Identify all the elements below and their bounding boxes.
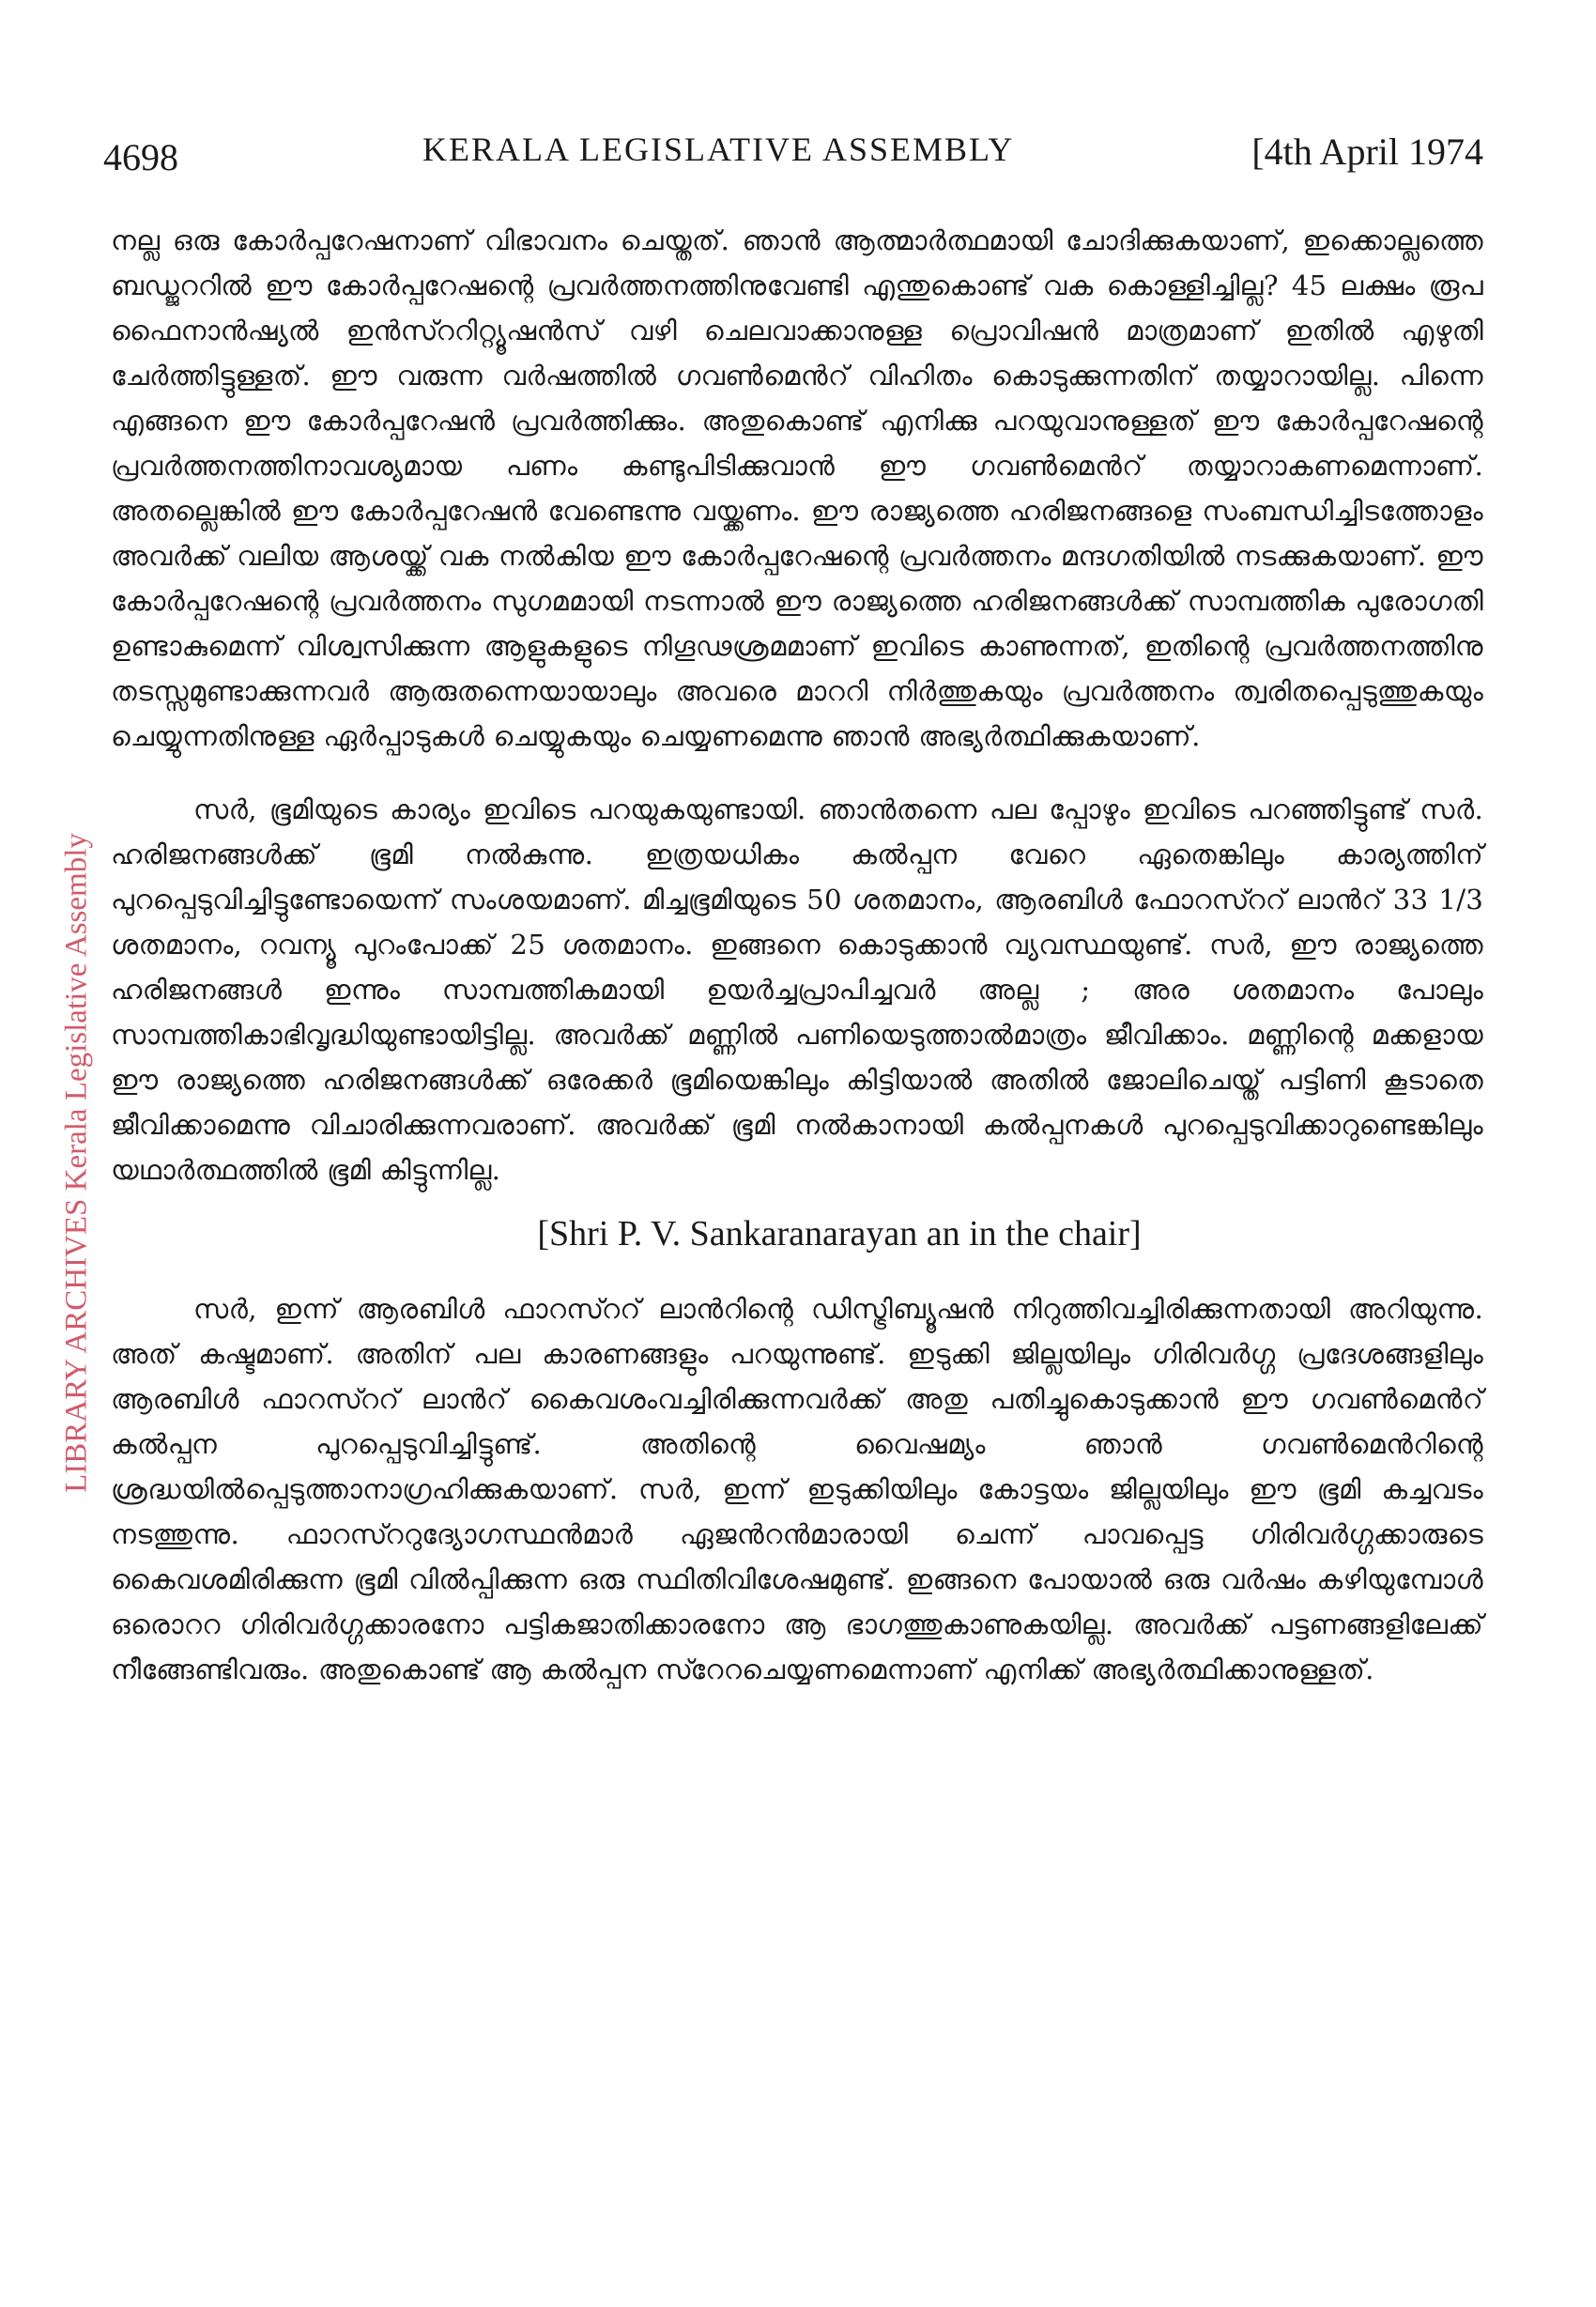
paragraph-3: സർ, ഇന്ന് ആരബിൾ ഫാറസ്ററ് ലാൻറിന്റെ ഡിസ്ട്രിബ്യൂഷൻ നിറുത്തിവച്ചിരിക്കുന്നതായി അറിയുന്നു. അത് കഷ്ടമാണ്. അതിന് പല കാരണങ്ങളും പറയുന്നുണ്ട്. ഇടുക്കി ജില്ലയിലും ഗിരിവർഗ്ഗ പ്രദേശങ്ങളിലും ആരബിൾ ഫാറസ്ററ് ലാൻറ് കൈവശംവച്ചിരിക്കുന്നവർക്ക് അതു പതിച്ചുകൊടുക്കാൻ ഈ ഗവൺമെൻറ് കൽപ്പന പുറപ്പെടുവിച്ചിട്ടുണ്ട്. അതിന്റെ വൈഷമ്യം ഞാൻ ഗവൺമെൻറിന്റെ ശ്രദ്ധയിൽപ്പെടുത്താനാഗ്രഹിക്കുകയാണ്. സർ, ഇന്ന് ഇടുക്കിയിലും കോട്ടയം ജില്ലയിലും ഈ ഭൂമി കച്ചവടം നടത്തുന്നു. ഫാറസ്ററുദ്യോഗസ്ഥൻമാർ ഏജൻറൻമാരായി ചെന്ന് പാവപ്പെട്ട ഗിരിവർഗ്ഗക്കാരുടെ കൈവശമിരിക്കുന്ന ഭൂമി വിൽപ്പിക്കുന്ന ഒരു സ്ഥിതിവിശേഷമുണ്ട്. ഇങ്ങനെ പോയാൽ ഒരു വർഷം കഴിയുമ്പോൾ ഒരൊററ ഗിരിവർഗ്ഗക്കാരനോ പട്ടികജാതിക്കാരനോ ആ ഭാഗത്തുകാണുകയില്ല. അവർക്ക് പട്ടണങ്ങളിലേക്ക് നീങ്ങേണ്ടിവരും. അതുകൊണ്ട് ആ കൽപ്പന സ്റേറചെയ്യണമെന്നാണ് എനിക്ക് അഭ്യർത്ഥിക്കാനുള്ളത്. bbox=[111, 1293, 1483, 1685]
header-date: [4th April 1974 bbox=[1251, 131, 1483, 173]
chair-note: [Shri P. V. Sankaranarayan an in the chair] bbox=[537, 1214, 1142, 1253]
assembly-title: KERALA LEGISLATIVE ASSEMBLY bbox=[422, 131, 1015, 168]
paragraph-2: സർ, ഭൂമിയുടെ കാര്യം ഇവിടെ പറയുകയുണ്ടായി. ഞാൻതന്നെ പല പ്പോഴും ഇവിടെ പറഞ്ഞിട്ടുണ്ട് സർ. ഹരിജനങ്ങൾക്ക് ഭൂമി നൽകുന്നു. ഇത്രയധികം കൽപ്പന വേറെ ഏതെങ്കിലും കാര്യത്തിന് പുറപ്പെടുവിച്ചിട്ടുണ്ടോയെന്ന് സംശയമാണ്. മിച്ചഭൂമിയുടെ 50 ശതമാനം, ആരബിൾ ഫോറസ്ററ് ലാൻറ് 33 1/3 ശതമാനം, റവന്യൂ പുറംപോക്ക് 25 ശതമാനം. ഇങ്ങനെ കൊടുക്കാൻ വ്യവസ്ഥയുണ്ട്. സർ, ഈ രാജ്യത്തെ ഹരിജനങ്ങൾ ഇന്നും സാമ്പത്തികമായി ഉയർച്ചപ്രാപിച്ചവർ അല്ല ; അര ശതമാനം പോലും സാമ്പത്തികാഭിവൃദ്ധിയുണ്ടായിട്ടില്ല. അവർക്ക് മണ്ണിൽ പണിയെടുത്താൽമാത്രം ജീവിക്കാം. മണ്ണിന്റെ മക്കളായ ഈ രാജ്യത്തെ ഹരിജനങ്ങൾക്ക് ഒരേക്കർ ഭൂമിയെങ്കിലും കിട്ടിയാൽ അതിൽ ജോലിചെയ്ത് പട്ടിണി കൂടാതെ ജീവിക്കാമെന്നു വിചാരിക്കുന്നവരാണ്. അവർക്ക് ഭൂമി നൽകാനായി കൽപ്പനകൾ പുറപ്പെടുവിക്കാറുണ്ടെങ്കിലും യഥാർത്ഥത്തിൽ ഭൂമി കിട്ടുന്നില്ല. bbox=[111, 793, 1483, 1186]
paragraph-1: നല്ല ഒരു കോർപ്പറേഷനാണ് വിഭാവനം ചെയ്തത്. ഞാൻ ആത്മാർത്ഥമായി ചോദിക്കുകയാണ്, ഇക്കൊല്ലത്തെ ബഡ്ജററിൽ ഈ കോർപ്പറേഷന്റെ പ്രവർത്തനത്തിനുവേണ്ടി എന്തുകൊണ്ട് വക കൊള്ളിച്ചില്ല? 45 ലക്ഷം രൂപ ഫൈനാൻഷ്യൽ ഇൻസ്ററിറ്റ്യൂഷൻസ് വഴി ചെലവാക്കാനുള്ള പ്രൊവിഷൻ മാത്രമാണ് ഇതിൽ എഴുതി ചേർത്തിട്ടുള്ളത്. ഈ വരുന്ന വർഷത്തിൽ ഗവൺമെൻറ് വിഹിതം കൊടുക്കുന്നതിന് തയ്യാറായില്ല. പിന്നെ എങ്ങനെ ഈ കോർപ്പറേഷൻ പ്രവർത്തിക്കും. അതുകൊണ്ട് എനിക്കു പറയുവാനുള്ളത് ഈ കോർപ്പറേഷന്റെ പ്രവർത്തനത്തിനാവശ്യമായ പണം കണ്ടുപിടിക്കുവാൻ ഈ ഗവൺമെൻറ് തയ്യാറാകണമെന്നാണ്. അതല്ലെങ്കിൽ ഈ കോർപ്പറേഷൻ വേണ്ടെന്നു വയ്ക്കണം. ഈ രാജ്യത്തെ ഹരിജനങ്ങളെ സംബന്ധിച്ചിടത്തോളം അവർക്ക് വലിയ ആശയ്ക്ക് വക നൽകിയ ഈ കോർപ്പറേഷന്റെ പ്രവർത്തനം മന്ദഗതിയിൽ നടക്കുകയാണ്. ഈ കോർപ്പറേഷന്റെ പ്രവർത്തനം സുഗമമായി നടന്നാൽ ഈ രാജ്യത്തെ ഹരിജനങ്ങൾക്ക് സാമ്പത്തിക പുരോഗതി ഉണ്ടാകുമെന്ന് വിശ്വസിക്കുന്ന ആളുകളുടെ നിഗൂഢശ്രമമാണ് ഇവിടെ കാണുന്നത്, ഇതിന്റെ പ്രവർത്തനത്തിനു തടസ്സമുണ്ടാക്കുന്നവർ ആരുതന്നെയായാലും അവരെ മാററി നിർത്തുകയും പ്രവർത്തനം ത്വരിതപ്പെടുത്തുകയും ചെയ്യുന്നതിനുള്ള ഏർപ്പാടുകൾ ചെയ്യുകയും ചെയ്യണമെന്നു ഞാൻ അഭ്യർത്ഥിക്കുകയാണ്. bbox=[111, 224, 1483, 752]
paragraph-gap bbox=[111, 759, 1483, 787]
page-header bbox=[103, 130, 1483, 177]
watermark-strip bbox=[58, 751, 96, 1577]
document-body bbox=[111, 218, 1483, 1692]
library-archives-watermark: LIBRARY ARCHIVES Kerala Legislative Assembly bbox=[59, 833, 94, 1493]
page-number: 4698 bbox=[103, 136, 178, 178]
